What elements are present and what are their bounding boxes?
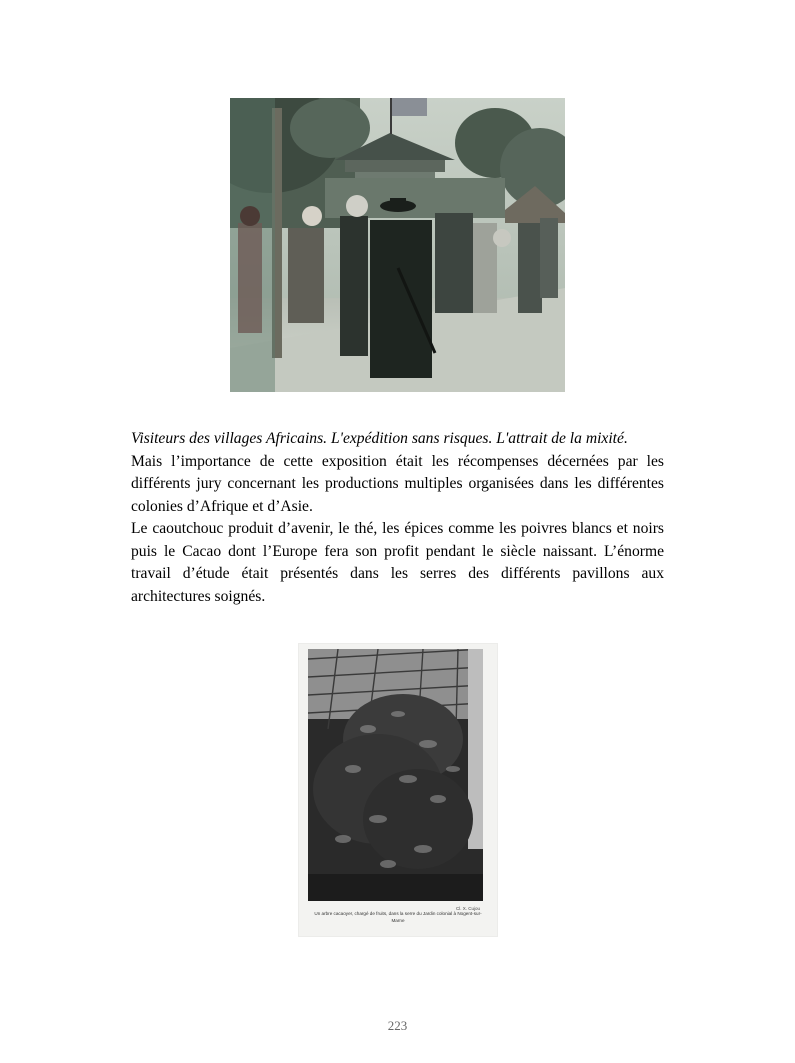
body-text xyxy=(131,428,664,608)
greenhouse-caption: Un arbre cacaoyer, chargé de fruits, dans la serre du Jardin colonial à Nogent-sur-Marne xyxy=(314,911,482,923)
paragraph-2: Le caoutchouc produit d’avenir, le thé, les épices comme les poivres blancs et noirs puis le Cacao dont l’Europe fera son profit pendant le siècle naissant. L’énorme travail d’étude était présentés dans les serres des différents pavillons aux architectures soignés. xyxy=(131,520,664,605)
visitors-photo xyxy=(230,98,565,392)
photo-credit: Cl. X. Cujou xyxy=(455,906,480,911)
greenhouse-figure xyxy=(298,643,498,937)
paragraph-1: Mais l’importance de cette exposition était les récompenses décernées par les différents jury concernant les productions multiples organisées dans les différentes colonies d’Afrique et d’Asie. xyxy=(131,452,664,515)
photo-caption-text: Visiteurs des villages Africains. L'expédition sans risques. L'attrait de la mixité. xyxy=(131,430,628,447)
page-number: 223 xyxy=(387,1018,408,1033)
greenhouse-photo xyxy=(308,649,483,901)
